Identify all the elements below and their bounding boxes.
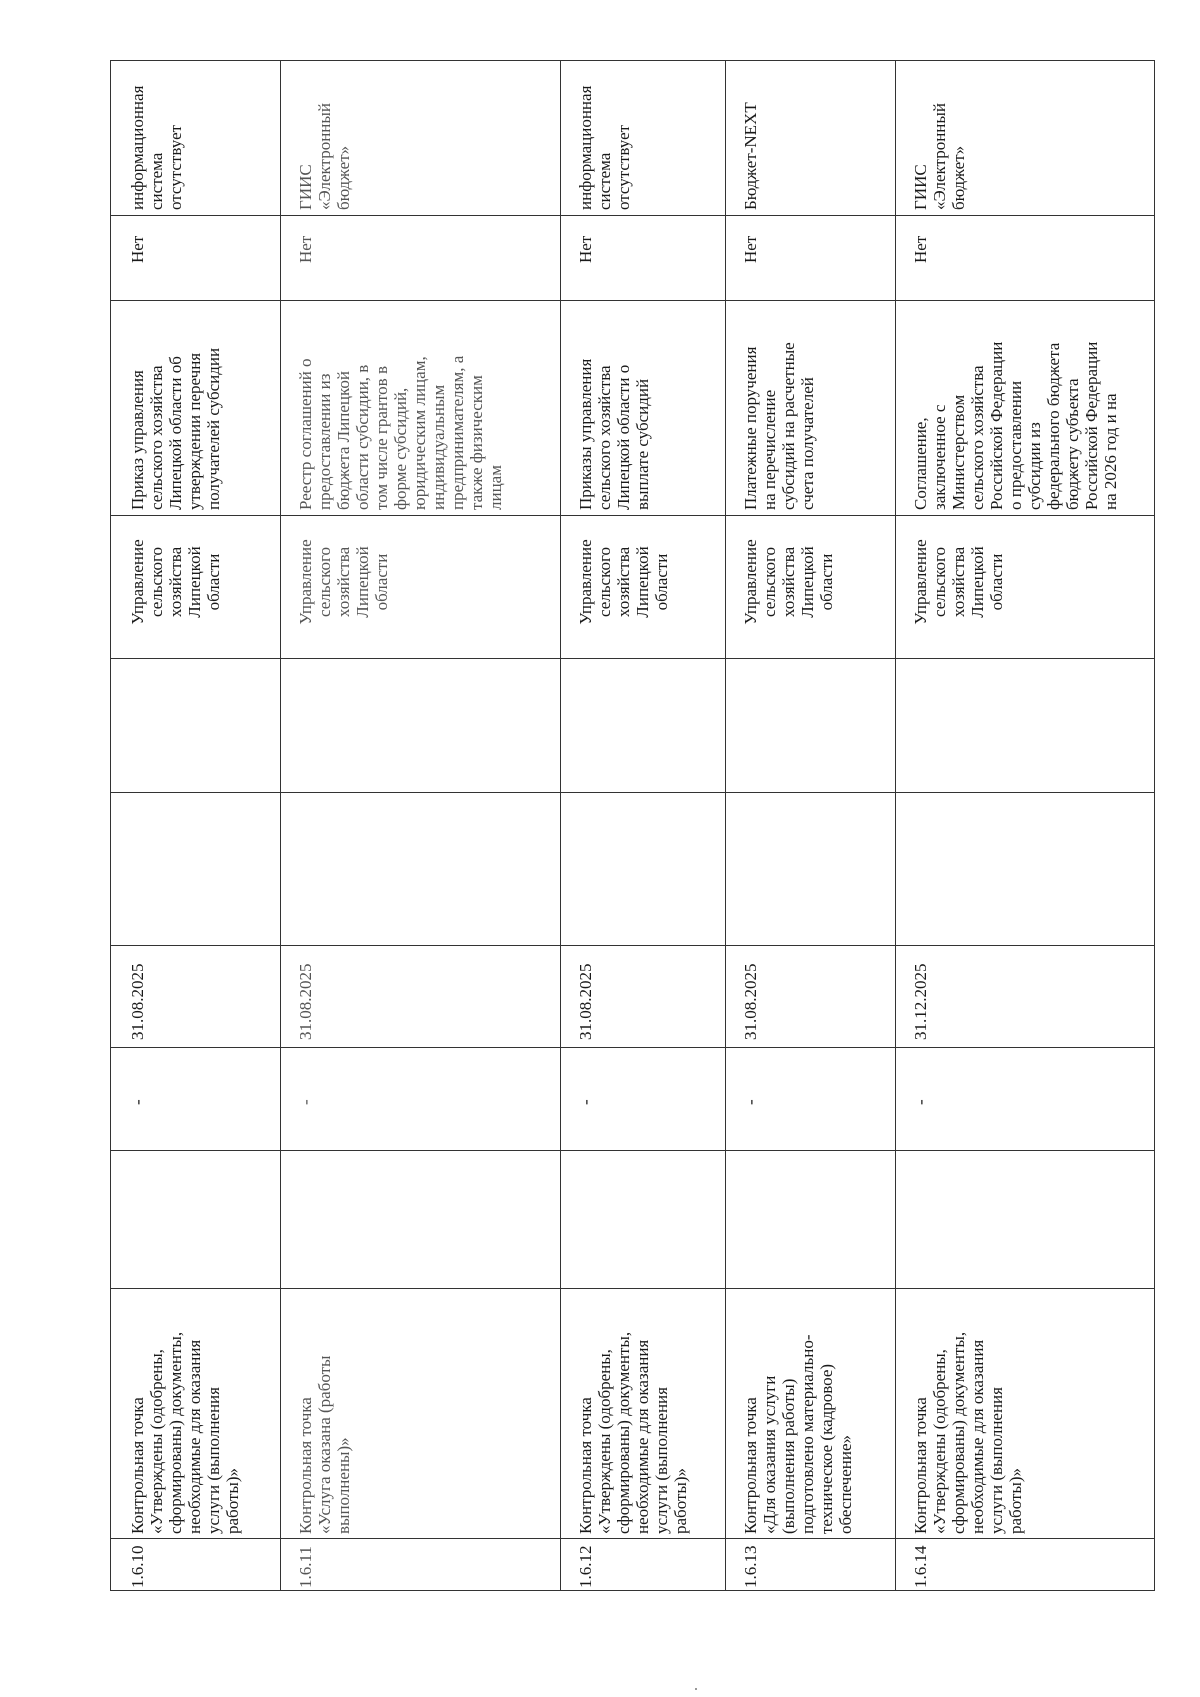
row-system: информационная система отсутствует [576,85,633,210]
row-org: Управление сельского хозяйства Липецкой области [128,539,223,625]
row-org: Управление сельского хозяйства Липецкой области [576,539,671,625]
row-divider [725,60,726,1591]
row-flag: Нет [296,235,315,263]
row-flag: Нет [576,235,595,263]
row-number: 1.6.12 [576,1545,595,1588]
column-divider [110,658,1155,659]
column-divider [110,945,1155,946]
row-description: Контрольная точка «Утверждены (одобрены, сформированы) документы, необходимые для оказания услуги (выполнения работы)» [911,1331,1025,1534]
column-divider [110,1150,1155,1151]
row-number: 1.6.11 [296,1546,315,1588]
row-org: Управление сельского хозяйства Липецкой области [911,539,1006,625]
table-border-top [110,60,1155,61]
row-date: 31.12.2025 [911,963,930,1040]
row-documents: Приказы управления сельского хозяйства Липецкой области о выплате субсидий [576,358,652,510]
row-dash: - [741,1099,760,1105]
row-flag: Нет [741,235,760,263]
row-system: информационная система отсутствует [128,85,185,210]
row-number: 1.6.13 [741,1545,760,1588]
table-border-bottom [110,1590,1155,1591]
row-documents: Реестр соглашений о предоставлении из бюджета Липецкой области субсидии, в том числе грантов в форме субсидий, юридическим лицам, индивидуальным предпринимателям, а также физическим лицам [296,355,505,510]
row-description: Контрольная точка «Утверждены (одобрены, сформированы) документы, необходимые для оказания услуги (выполнения работы)» [576,1331,690,1534]
row-divider [560,60,561,1591]
row-number: 1.6.14 [911,1545,930,1588]
row-divider [895,60,896,1591]
table-border-left [110,60,111,1591]
row-dash: - [128,1099,147,1105]
row-dash: - [911,1099,930,1105]
row-dash: - [296,1099,315,1105]
row-documents: Соглашение, заключенное с Министерством сельского хозяйства Российской Федерации о предоставлении субсидии из федерального бюджета бюджету субъекта Российской Федерации на 2026 год и на [911,341,1120,510]
table-border-right [1154,60,1155,1591]
column-divider [110,1538,1155,1539]
column-divider [110,215,1155,216]
column-divider [110,1047,1155,1048]
row-divider [280,60,281,1591]
row-description: Контрольная точка «Для оказания услуги (выполнения работы) подготовлено материально- техническое (кадровое) обеспечение» [741,1334,855,1534]
row-flag: Нет [911,235,930,263]
row-date: 31.08.2025 [741,963,760,1040]
row-system: ГИИС «Электронный бюджет» [296,103,353,210]
row-system: ГИИС «Электронный бюджет» [911,103,968,210]
row-flag: Нет [128,235,147,263]
row-documents: Платежные поручения на перечисление субсидий на расчетные счета получателей [741,342,817,510]
row-date: 31.08.2025 [576,963,595,1040]
row-description: Контрольная точка «Утверждены (одобрены, сформированы) документы, необходимые для оказания услуги (выполнения работы)» [128,1331,242,1534]
scan-speck [695,1688,697,1690]
row-date: 31.08.2025 [128,963,147,1040]
row-documents: Приказ управления сельского хозяйства Липецкой области об утверждении перечня получателей субсидии [128,347,223,510]
row-org: Управление сельского хозяйства Липецкой области [296,539,391,625]
row-date: 31.08.2025 [296,963,315,1040]
column-divider [110,792,1155,793]
row-dash: - [576,1099,595,1105]
row-org: Управление сельского хозяйства Липецкой области [741,539,836,625]
row-description: Контрольная точка «Услуга оказана (работы выполнены)» [296,1355,353,1534]
row-number: 1.6.10 [128,1545,147,1588]
row-system: Бюджет-NEXT [741,102,760,210]
